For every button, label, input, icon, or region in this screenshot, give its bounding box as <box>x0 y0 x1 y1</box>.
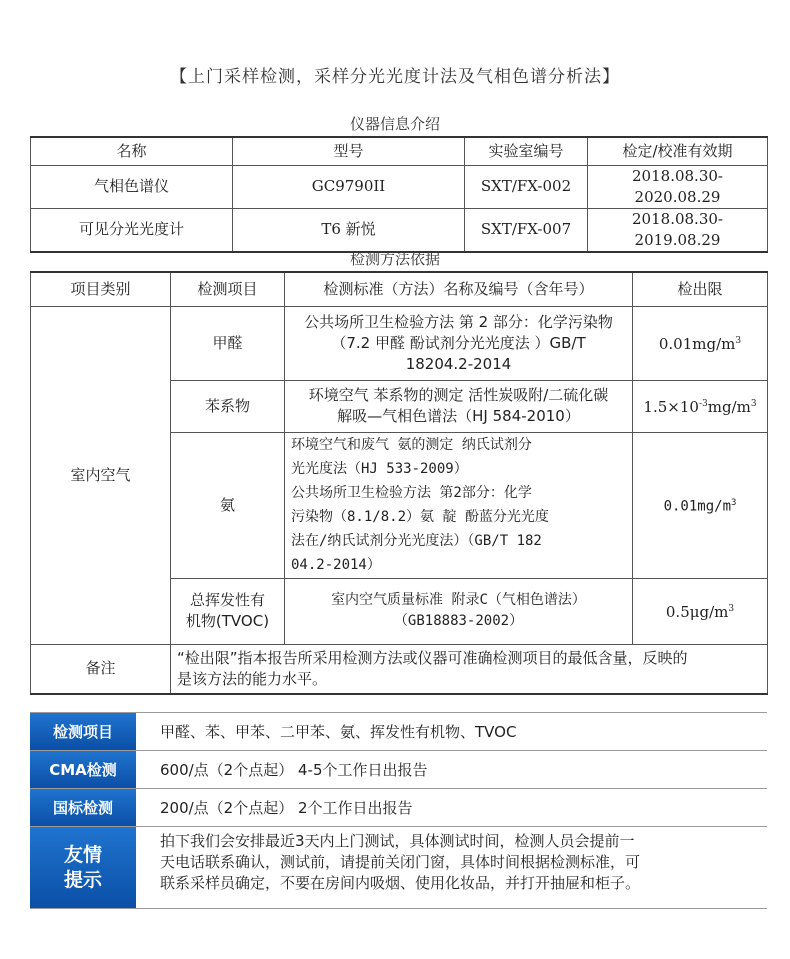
standard-cell <box>285 306 633 380</box>
remark-row <box>31 644 768 694</box>
info-text <box>160 827 761 912</box>
table-row <box>31 208 768 252</box>
standard-line: 18204.2-2014 <box>405 354 512 373</box>
table-cell: GC9790II <box>233 165 465 208</box>
limit-value: 0.01mg/m <box>658 335 736 353</box>
category-cell: 室内空气 <box>31 306 171 644</box>
standard-cell <box>285 380 633 432</box>
page-title: 【上门采样检测，采样分光光度计法及气相色谱分析法】 <box>170 67 620 87</box>
column-header: 检测标准（方法）名称及编号（含年号） <box>285 272 633 306</box>
item-cell: 甲醛 <box>171 306 285 380</box>
standard-line: 环境空气和废气 氨的测定 纳氏试剂分 <box>291 437 532 453</box>
instruments-table <box>30 136 768 253</box>
table-cell: SXT/FX-007 <box>465 208 588 252</box>
column-header: 检测项目 <box>171 272 285 306</box>
standard-line: 公共场所卫生检验方法 第 2 部分：化学污染物 <box>304 312 613 331</box>
limit-exponent: 3 <box>735 336 742 346</box>
item-line: 总挥发性有 <box>189 591 265 609</box>
standard-line: 环境空气 苯系物的测定 活性炭吸附/二硫化碳 <box>308 386 609 404</box>
standard-cell <box>285 432 633 578</box>
methods-header-row <box>31 272 768 306</box>
info-text: 600/点（2个点起） 4-5个工作日出报告 <box>160 761 428 779</box>
info-row <box>30 789 767 827</box>
standard-line: 室内空气质量标准 附录C（气相色谱法） <box>331 592 586 608</box>
limit-unit-exponent: 3 <box>750 399 757 409</box>
table-row <box>31 306 768 380</box>
standard-line: （7.2 甲醛 酚试剂分光光度法 ）GB/T <box>331 333 586 352</box>
table-cell: 可见分光光度计 <box>31 208 233 252</box>
info-text-line: 天电话联系确认，测试前，请提前关闭门窗，具体时间根据检测标准，可 <box>160 853 641 871</box>
item-cell: 苯系物 <box>171 380 285 432</box>
limit-value: 0.5μg/m <box>665 603 729 621</box>
standard-line: 光光度法（HJ 533-2009） <box>291 461 468 477</box>
item-cell <box>171 578 285 644</box>
standard-line: 污染物（8.1/8.2）氨 靛 酚蓝分光光度 <box>291 509 549 525</box>
info-panel <box>30 712 767 909</box>
limit-exponent: -3 <box>698 399 708 409</box>
info-row <box>30 751 767 789</box>
standard-line: （GB18883-2002） <box>393 613 524 629</box>
table-cell: 2018.08.30-2019.08.29 <box>588 208 768 252</box>
remark-line: “检出限”指本报告所采用检测方法或仪器可准确检测项目的最低含量，反映的 <box>177 648 688 667</box>
info-row <box>30 713 767 751</box>
limit-cell <box>633 578 768 644</box>
limit-unit: mg/m <box>707 398 751 416</box>
info-label <box>30 827 136 908</box>
column-header: 检出限 <box>633 272 768 306</box>
limit-exponent: 3 <box>731 497 737 508</box>
info-label: 国标检测 <box>30 789 136 826</box>
standard-cell <box>285 578 633 644</box>
info-text: 200/点（2个点起） 2个工作日出报告 <box>160 799 413 817</box>
table-row <box>31 165 768 208</box>
table-cell: T6 新悦 <box>233 208 465 252</box>
methods-caption: 检测方法依据 <box>349 250 440 268</box>
remark-text <box>171 644 768 694</box>
info-text-line: 拍下我们会安排最近3天内上门测试，具体测试时间，检测人员会提前一 <box>160 832 635 850</box>
limit-value: 1.5×10 <box>643 398 699 416</box>
limit-cell <box>633 380 768 432</box>
limit-cell <box>633 306 768 380</box>
info-row <box>30 827 767 909</box>
instruments-header-row <box>31 137 768 165</box>
methods-table <box>30 271 768 695</box>
limit-cell <box>633 432 768 578</box>
info-text: 甲醛、苯、甲苯、二甲苯、氨、挥发性有机物、TVOC <box>160 723 517 741</box>
info-label: CMA检测 <box>30 751 136 788</box>
info-label: 检测项目 <box>30 713 136 750</box>
table-cell: SXT/FX-002 <box>465 165 588 208</box>
limit-exponent: 3 <box>728 604 735 614</box>
info-text-line: 联系采样员确定，不要在房间内吸烟、使用化妆品，并打开抽屉和柜子。 <box>160 874 641 892</box>
table-cell: 气相色谱仪 <box>31 165 233 208</box>
column-header: 型号 <box>233 137 465 165</box>
column-header: 项目类别 <box>31 272 171 306</box>
info-label-line: 提示 <box>63 868 102 891</box>
column-header: 名称 <box>31 137 233 165</box>
remark-label: 备注 <box>31 644 171 694</box>
standard-line: 公共场所卫生检验方法 第2部分：化学 <box>291 485 532 501</box>
table-cell: 2018.08.30-2020.08.29 <box>588 165 768 208</box>
column-header: 实验室编号 <box>465 137 588 165</box>
remark-line: 是该方法的能力水平。 <box>177 669 328 688</box>
info-label-line: 友情 <box>63 843 102 866</box>
standard-line: 解吸—气相色谱法（HJ 584-2010） <box>337 407 580 425</box>
column-header: 检定/校准有效期 <box>588 137 768 165</box>
standard-line: 04.2-2014） <box>291 557 381 573</box>
standard-line: 法在/纳氏试剂分光光度法）（GB/T 182 <box>291 533 542 549</box>
limit-value: 0.01mg/m <box>663 498 731 515</box>
instruments-caption: 仪器信息介绍 <box>349 115 440 133</box>
item-line: 机物(TVOC) <box>185 612 270 630</box>
item-cell: 氨 <box>171 432 285 578</box>
